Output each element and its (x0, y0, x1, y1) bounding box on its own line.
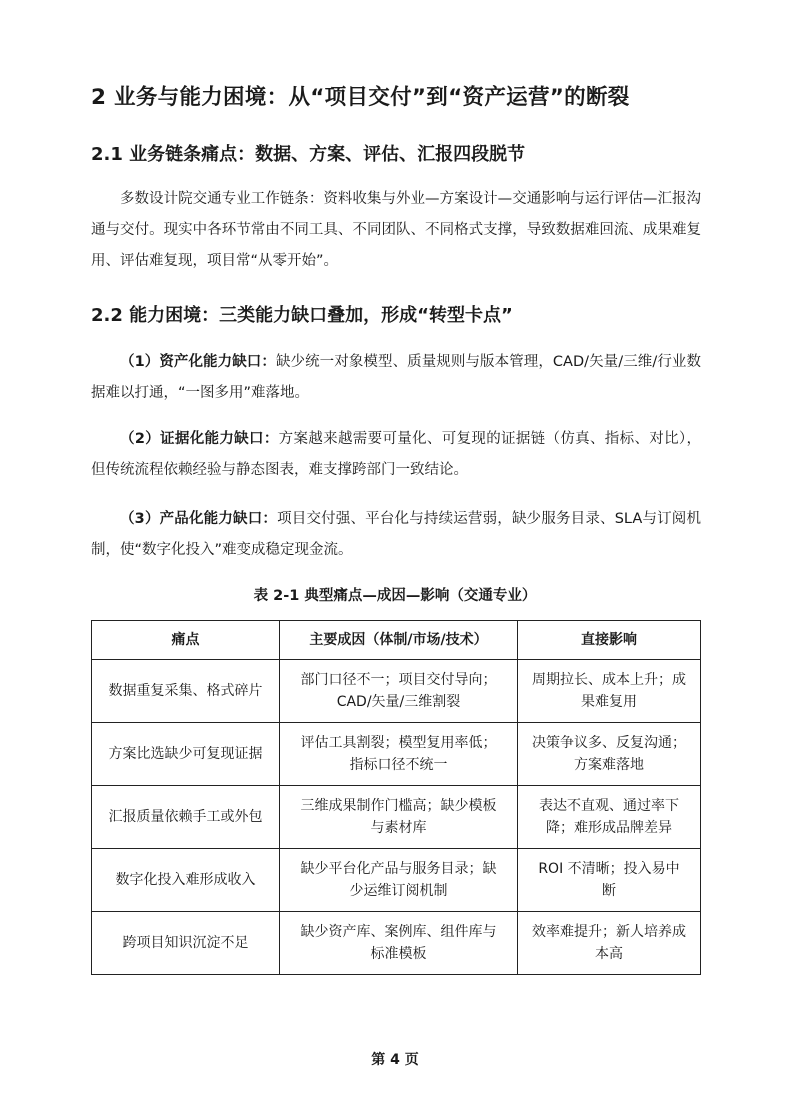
table-cell: 效率难提升；新人培养成本高 (518, 912, 701, 975)
table-row (92, 912, 701, 975)
pain-point-table (91, 620, 701, 975)
chapter-heading: 2 业务与能力困境：从“项目交付”到“资产运营”的断裂 (91, 85, 630, 110)
table-header-row (92, 621, 701, 660)
table-cell: 表达不直观、通过率下降；难形成品牌差异 (518, 786, 701, 849)
table-cell: 缺少资产库、案例库、组件库与标准模板 (280, 912, 518, 975)
table-header-cell: 痛点 (92, 621, 280, 660)
table-header-cell: 直接影响 (518, 621, 701, 660)
section-2-1-title: 2.1 业务链条痛点：数据、方案、评估、汇报四段脱节 (91, 144, 526, 165)
capability-gap-label: （3）产品化能力缺口： (120, 511, 278, 527)
capability-gap-label: （2）证据化能力缺口： (120, 431, 279, 447)
table-cell: 数字化投入难形成收入 (92, 849, 280, 912)
table-cell: 周期拉长、成本上升；成果难复用 (518, 660, 701, 723)
section-2-2-title: 2.2 能力困境：三类能力缺口叠加，形成“转型卡点” (91, 305, 513, 326)
capability-gap-item-2 (91, 424, 701, 486)
table-cell: ROI 不清晰；投入易中断 (518, 849, 701, 912)
section-2-1-paragraph: 多数设计院交通专业工作链条：资料收集与外业—方案设计—交通影响与运行评估—汇报沟通与交付。现实中各环节常由不同工具、不同团队、不同格式支撑，导致数据难回流、成果难复用、评估难复现，项目常“从零开始”。 (91, 191, 701, 269)
table-cell: 缺少平台化产品与服务目录；缺少运维订阅机制 (280, 849, 518, 912)
table-row (92, 786, 701, 849)
table-cell: 三维成果制作门槛高；缺少模板与素材库 (280, 786, 518, 849)
table-row (92, 660, 701, 723)
capability-gap-item-1 (91, 347, 701, 409)
capability-gap-label: （1）资产化能力缺口： (120, 354, 276, 370)
capability-gap-text: 项目交付强、平台化与持续运营弱，缺少服务目录、SLA与订阅机制，使“数字化投入”难变成稳定现金流。 (91, 511, 701, 558)
table-cell: 跨项目知识沉淀不足 (92, 912, 280, 975)
table-cell: 评估工具割裂；模型复用率低；指标口径不统一 (280, 723, 518, 786)
table-cell: 汇报质量依赖手工或外包 (92, 786, 280, 849)
capability-gap-text: 方案越来越需要可量化、可复现的证据链（仿真、指标、对比），但传统流程依赖经验与静态图表，难支撑跨部门一致结论。 (91, 431, 702, 478)
page-number: 第 4 页 (371, 1052, 419, 1068)
table-cell: 部门口径不一；项目交付导向；CAD/矢量/三维割裂 (280, 660, 518, 723)
table-header-cell: 主要成因（体制/市场/技术） (280, 621, 518, 660)
capability-gap-text: 缺少统一对象模型、质量规则与版本管理，CAD/矢量/三维/行业数据难以打通，“一图多用”难落地。 (91, 354, 701, 401)
table-cell: 数据重复采集、格式碎片 (92, 660, 280, 723)
table-cell: 决策争议多、反复沟通；方案难落地 (518, 723, 701, 786)
table-cell: 方案比选缺少可复现证据 (92, 723, 280, 786)
table-row (92, 849, 701, 912)
table-row (92, 723, 701, 786)
table-caption: 表 2-1 典型痛点—成因—影响（交通专业） (253, 588, 537, 604)
capability-gap-item-3 (91, 504, 701, 566)
